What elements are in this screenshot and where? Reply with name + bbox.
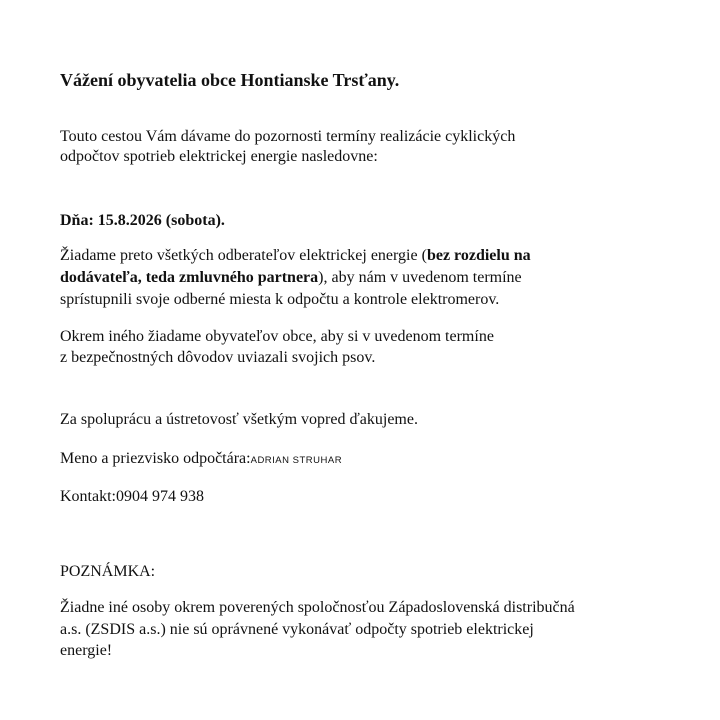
reader-line <box>60 449 342 471</box>
document-heading: Vážení obyvatelia obce Hontianske Trsťany. <box>60 70 400 90</box>
request-line-1 <box>60 246 531 266</box>
thanks-line: Za spoluprácu a ústretovosť všetkým vopred ďakujeme. <box>60 411 418 428</box>
request-text-2: ), aby nám v uvedenom termíne <box>318 269 522 286</box>
request-bold-1: bez rozdielu na <box>426 247 531 264</box>
reader-name: ADRIAN STRUHAR <box>250 455 343 466</box>
request-bold-2: dodávateľa, teda zmluvného partnera <box>60 269 319 286</box>
request-text-1: Žiadame preto všetkých odberateľov elektrickej energie ( <box>60 247 427 264</box>
date-line <box>60 211 225 231</box>
note-heading: POZNÁMKA: <box>60 563 156 580</box>
date-text: Dňa: 15.8.2026 (sobota). <box>60 212 225 229</box>
note-line-3: energie! <box>60 642 113 659</box>
note-line-2: a.s. (ZSDIS a.s.) nie sú oprávnené vykonávať odpočty spotrieb elektrickej <box>60 621 534 638</box>
intro-line-1: Touto cestou Vám dávame do pozornosti termíny realizácie cyklických <box>60 128 516 145</box>
contact-label: Kontakt: <box>60 488 116 505</box>
dogs-line-1: Okrem iného žiadame obyvateľov obce, aby si v uvedenom termíne <box>60 328 494 345</box>
reader-label: Meno a priezvisko odpočtára: <box>60 450 251 467</box>
contact-line <box>60 487 204 507</box>
request-line-2 <box>60 268 522 288</box>
request-line-3: sprístupnili svoje odberné miesta k odpočtu a kontrole elektromerov. <box>60 291 500 308</box>
note-line-1: Žiadne iné osoby okrem poverených spoločnosťou Západoslovenská distribučná <box>60 599 575 616</box>
dogs-line-2: z bezpečnostných dôvodov uviazali svojich psov. <box>60 349 376 366</box>
intro-line-2: odpočtov spotrieb elektrickej energie nasledovne: <box>60 148 378 165</box>
contact-phone: 0904 974 938 <box>116 488 204 505</box>
